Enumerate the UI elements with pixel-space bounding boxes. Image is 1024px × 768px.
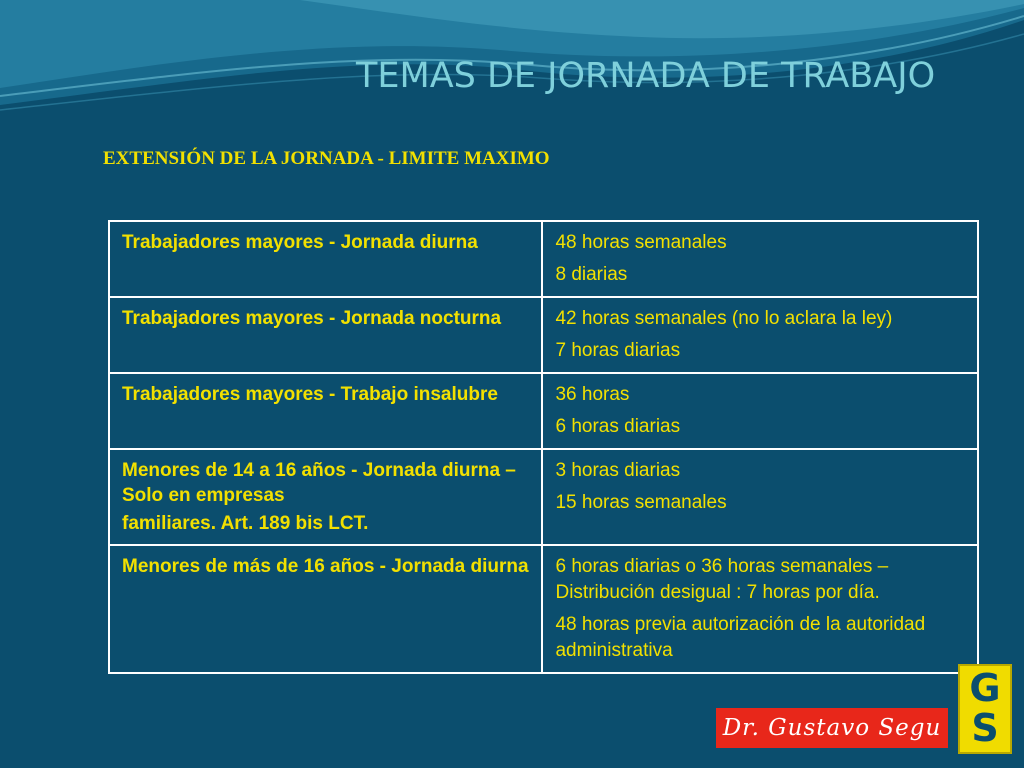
limit-text: 3 horas diarias [555, 460, 681, 481]
table-row [109, 221, 978, 297]
gs-logo [958, 664, 1012, 754]
table-cell-limits [542, 221, 978, 297]
table-row [109, 297, 978, 373]
table-cell-category: Menores de más de 16 años - Jornada diurna [109, 545, 542, 673]
table-cell-limits [542, 373, 978, 449]
logo-letter-g: G [969, 666, 1001, 710]
slide-subtitle: EXTENSIÓN DE LA JORNADA - LIMITE MAXIMO [103, 148, 550, 169]
table-cell-category: Trabajadores mayores - Jornada nocturna [109, 297, 542, 373]
table-cell-category: Trabajadores mayores - Trabajo insalubre [109, 373, 542, 449]
table-row [109, 373, 978, 449]
limit-text: 6 horas diarias o 36 horas semanales – Distribución desigual : 7 horas por día. [555, 556, 889, 603]
limit-text: 48 horas previa autorización de la autoridad administrativa [555, 614, 926, 661]
work-hours-table [108, 220, 979, 674]
limit-text: 7 horas diarias [555, 340, 681, 361]
table-cell-limits [542, 545, 978, 673]
logo-letter-s: S [971, 706, 999, 750]
table-cell-category [109, 449, 542, 545]
category-text: familiares. Art. 189 bis LCT. [122, 513, 369, 534]
limit-text: 6 horas diarias [555, 416, 681, 437]
limit-text: 36 horas [555, 384, 630, 405]
table-cell-limits [542, 297, 978, 373]
table-row [109, 449, 978, 545]
limit-text: 42 horas semanales (no lo aclara la ley) [555, 308, 893, 329]
author-signature: Dr. Gustavo Segu [716, 708, 948, 748]
limit-text: 8 diarias [555, 264, 628, 285]
limit-text: 15 horas semanales [555, 492, 727, 513]
table-cell-category: Trabajadores mayores - Jornada diurna [109, 221, 542, 297]
table-cell-limits [542, 449, 978, 545]
limit-text: 48 horas semanales [555, 232, 727, 253]
category-text: Menores de 14 a 16 años - Jornada diurna – Solo en empresas [122, 460, 516, 506]
slide-title: TEMAS DE JORNADA DE TRABAJO [356, 56, 936, 96]
table-row [109, 545, 978, 673]
